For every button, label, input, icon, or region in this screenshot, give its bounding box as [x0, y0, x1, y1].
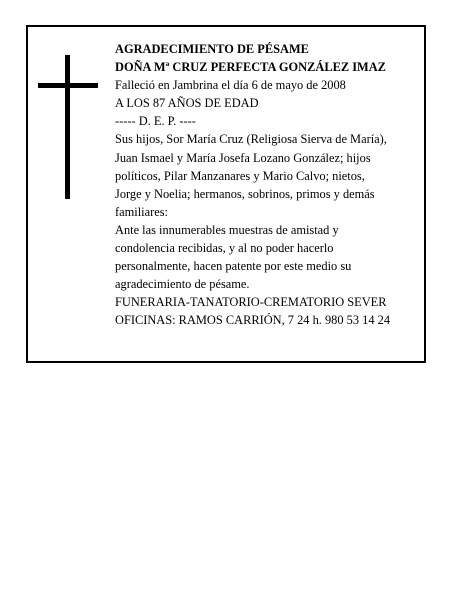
notice-text-block — [115, 40, 427, 330]
gratitude-line-2: condolencia recibidas, y al no poder hacerlo — [115, 241, 334, 256]
family-line-2: Juan Ismael y María Josefa Lozano González; hijos — [115, 150, 371, 165]
family-line-5: familiares: — [115, 204, 168, 219]
age-line: A LOS 87 AÑOS DE EDAD — [115, 96, 259, 111]
gratitude-line-1: Ante las innumerables muestras de amistad y — [115, 222, 339, 237]
notice-heading: AGRADECIMIENTO DE PÉSAME — [115, 42, 309, 56]
funeral-home-line: FUNERARIA-TANATORIO-CREMATORIO SEVER — [115, 295, 387, 310]
gratitude-line-3: personalmente, hacen patente por este medio su — [115, 259, 352, 274]
offices-contact-line: OFICINAS: RAMOS CARRIÓN, 7 24 h. 980 53 14 24 — [115, 313, 391, 328]
obituary-notice-frame — [26, 25, 426, 363]
gratitude-line-4: agradecimiento de pésame. — [115, 277, 250, 292]
family-line-1: Sus hijos, Sor María Cruz (Religiosa Sierva de María), — [115, 132, 387, 147]
cross-vertical-bar — [65, 55, 70, 199]
rip-line: ----- D. E. P. ---- — [115, 114, 196, 129]
latin-cross-icon — [38, 55, 98, 199]
family-line-3: políticos, Pilar Manzanares y Mario Calvo; nietos, — [115, 168, 365, 183]
deceased-name: DOÑA Mª CRUZ PERFECTA GONZÁLEZ IMAZ — [115, 60, 386, 75]
death-date-line: Falleció en Jambrina el día 6 de mayo de 2008 — [115, 78, 346, 93]
cross-horizontal-bar — [38, 83, 98, 88]
family-line-4: Jorge y Noelia; hermanos, sobrinos, primos y demás — [115, 186, 375, 201]
